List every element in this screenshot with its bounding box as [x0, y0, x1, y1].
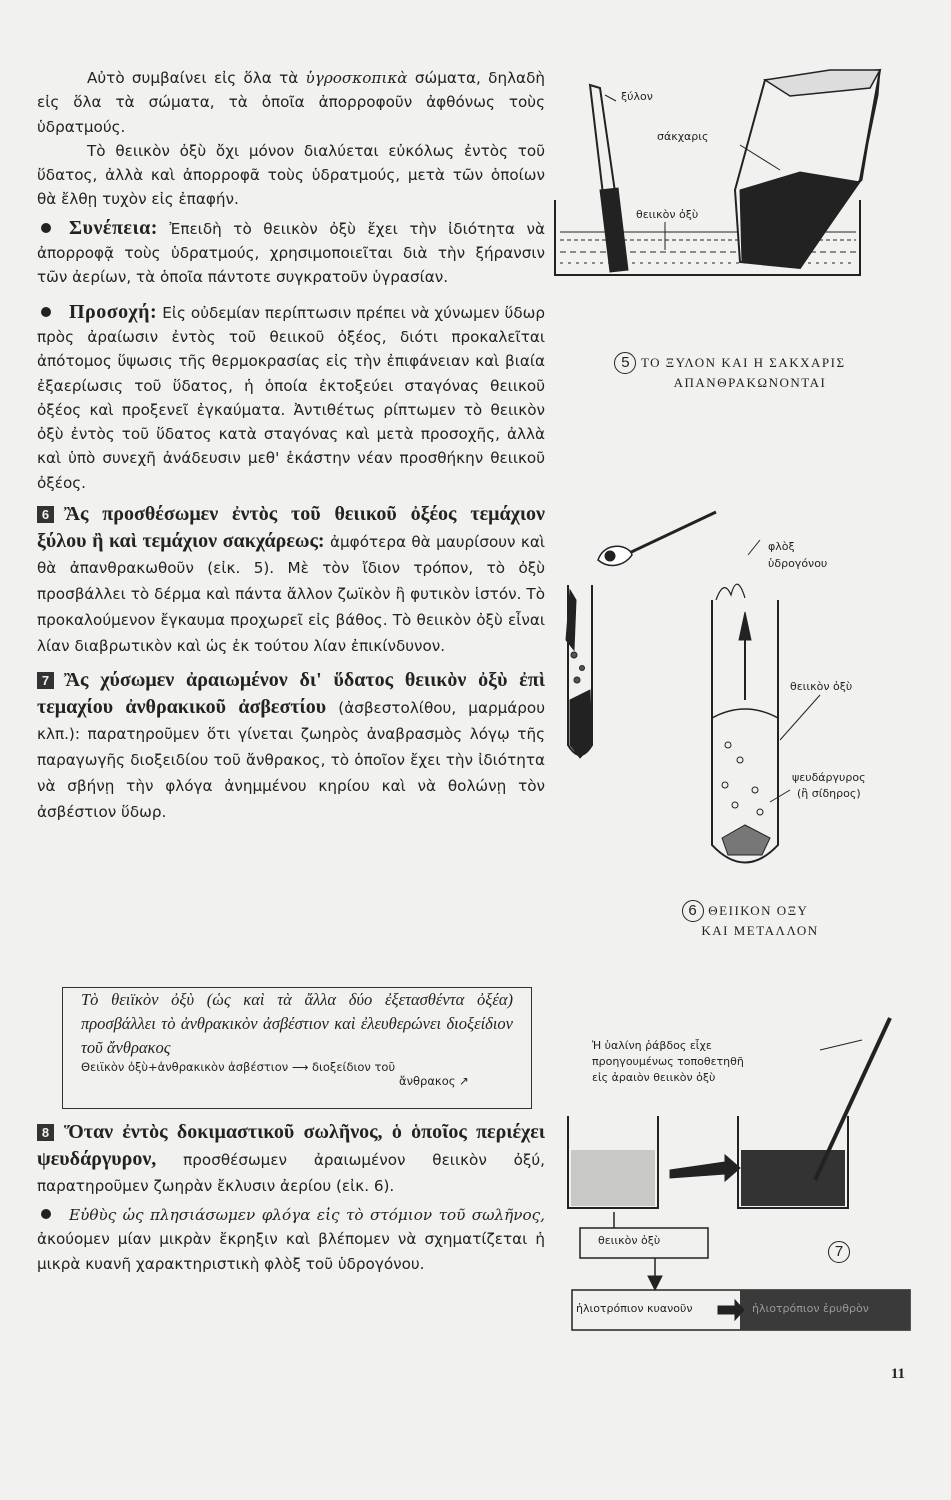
page-number: 11	[890, 1366, 905, 1382]
paragraph-absorbs: Τὸ θειικὸν ὀξὺ ὄχι μόνον διαλύεται εὐκόλως ἐντὸς τοῦ ὕδατος, ἀλλὰ καὶ ἀπορροφᾶ τοὺς ὑδρατμούς, μετὰ τῶν ὁποίων θὰ ἔλθῃ τυχὸν εἰς ἐπαφήν.	[37, 141, 545, 209]
fig5-label-sugar: σάκχαρις	[657, 130, 709, 143]
fig6-label-zinc: ψευδάργυρος (ἢ σίδηρος)	[792, 771, 866, 800]
fig7-label-red: ἡλιοτρόπιον ἐρυθρὸν	[752, 1302, 869, 1315]
fig6-tube-right	[712, 540, 820, 863]
fig6-number: 6	[682, 900, 704, 922]
fig6-label-flame: φλὸξ ὑδρογόνου	[768, 540, 828, 570]
fig5-sugar	[735, 70, 880, 268]
equation: Θειϊκὸν ὀξὺ+ἀνθρακικὸν ἀσβέστιον ⟶ διοξείδιον τοῦ	[81, 1060, 396, 1074]
fig7-label-litmus: ἡλιοτρόπιον κυανοῦν	[576, 1302, 693, 1315]
fig7-label-rod: Ἡ ὑαλίνη ῥάβδος εἶχε προηγουμένως τοποθετηθῆ εἰς ἀραιὸν θειικὸν ὀξὺ	[592, 1039, 744, 1084]
fig7-label-acid: θειικὸν ὀξὺ	[598, 1234, 661, 1247]
pointer	[605, 95, 616, 101]
fig5-wood	[590, 85, 628, 272]
paragraph-consequence: Συνέπεια: Ἐπειδὴ τὸ θειικὸν ὀξὺ ἔχει τὴν ἰδιότητα νὰ ἀπορροφᾷ τοὺς ὑδρατμούς, χρησιμοποιεῖται διὰ τὴν ξήρανσιν τῶν ἀερίων, τὰ ὁποῖα πάντοτε συγκρατοῦν ὑγρασίαν.	[37, 216, 546, 287]
fig7-number: 7	[828, 1241, 850, 1263]
fig5-label-acid: θειικὸν ὀξὺ	[636, 208, 699, 221]
fig5-label-wood: ξύλον	[621, 90, 653, 103]
fig6-caption: 6 ΘΕΙΙΚΟΝ ΟΞΥ ΚΑΙ ΜΕΤΑΛΛΟΝ	[620, 900, 870, 939]
section-number: 6	[37, 506, 54, 523]
section-6: 6 Ἂς προσθέσωμεν ἐντὸς τοῦ θειικοῦ ὀξέος τεμάχιον ξύλου ἢ καὶ τεμάχιον σακχάρεως: ἀμφότερα θὰ μαυρίσουν καὶ θὰ ἀπανθρακωθοῦν (εἰκ. 5). Μὲ τὸν ἴδιον τρόπον, τὸ ὀξὺ προσβάλλει τὸ δέρμα καὶ πάντα ἄλλον ζωϊκὸν ἢ φυτικὸν ἱστόν. Τὸ προκαλούμενον ἔγκαυμα προχωρεῖ εἰς βάθος. Τὸ θειικὸν ὀξὺ εἶναι λίαν διαβρωτικὸν καὶ ὡς ἐκ τούτου λίαν ἐπικίνδυνον.	[37, 503, 546, 656]
section-number: 7	[37, 672, 54, 689]
fig6-label-acid: θειικὸν ὀξὺ	[790, 680, 853, 693]
fig5-caption: 5 ΤΟ ΞΥΛΟΝ ΚΑΙ Η ΣΑΚΧΑΡΙΣ ΑΠΑΝΘΡΑΚΩΝΟΝΤΑΙ	[560, 352, 900, 391]
section-8: 8 Ὅταν ἐντὸς δοκιμαστικοῦ σωλῆνος, ὁ ὁποῖος περιέχει ψευδάργυρον, προσθέσωμεν ἀραιωμένον θειικὸν ὀξύ, παρατηροῦμεν ζωηρὰν ἔκλυσιν ἀερίου (εἰκ. 6).	[37, 1121, 545, 1195]
paragraph-flame: Εὐθὺς ὡς πλησιάσωμεν φλόγα εἰς τὸ στόμιον τοῦ σωλῆνος, ἀκούομεν μίαν μικρὰν ἔκρηξιν καὶ βλέπομεν νὰ σχηματίζεται ἡ μικρὰ κυανῆ χαρακτηριστικὴ φλὸξ τοῦ ὑδρογόνου.	[37, 1206, 545, 1273]
equation-line2: ἄνθρακος ↗	[399, 1074, 469, 1088]
fig6-tube-left	[566, 585, 592, 758]
fig5-number: 5	[614, 352, 636, 374]
paragraph-hygroscopic: Αὐτὸ συμβαίνει εἰς ὅλα τὰ ὑγροσκοπικὰ σώματα, δηλαδὴ εἰς ὅλα τὰ σώματα, τὰ ὁποῖα ἀπορροφοῦν ἀφθόνως τοὺς ὑδρατμούς.	[37, 69, 545, 136]
section-number: 8	[37, 1124, 54, 1141]
paragraph-caution: Προσοχή: Εἰς οὐδεμίαν περίπτωσιν πρέπει νὰ χύνωμεν ὕδωρ πρὸς ἀραίωσιν ἐντὸς τοῦ θειικοῦ ὀξέος, διότι προκαλεῖται ἀπότομος ὕψωσις τῆς θερμοκρασίας εἰς τὴν ἐπιφάνειαν καὶ βιαία ἐξαερίωσις τοῦ ὕδατος, ἡ ὁποία ἐκτοξεύει σταγόνας θειικοῦ ὀξέος καὶ προξενεῖ ἐγκαύματα. Ἀντιθέτως ρίπτωμεν τὸ θειικὸν ὀξὺ ἐντὸς τοῦ ὕδατος κατὰ σταγόνας καὶ μετὰ προσοχῆς, ἀλλὰ καὶ ὑπὸ συνεχῆ ἀνάδευσιν μεθ' ἑκάστην νέαν προσθήκην θειικοῦ ὀξέος.	[37, 300, 546, 492]
section-7: 7 Ἂς χύσωμεν ἀραιωμένον δι' ὕδατος θειικὸν ὀξὺ ἐπὶ τεμαχίου ἀνθρακικοῦ ἀσβεστίου (ἀσβεστολίθου, μαρμάρου κλπ.): παρατηροῦμεν ὅτι γίνεται ζωηρὸς ἀναβρασμὸς λόγῳ τῆς παραγωγῆς διοξειδίου τοῦ ἄνθρακος, τὸ ὁποῖον ἔχει τὴν ἰδιότητα νὰ σβήνῃ τὴν φλόγα ἀνημμένου κηρίου καὶ νὰ θολώνῃ τὸν ἀσβέστιον ὕδωρ.	[37, 669, 546, 822]
note-italic: Τὸ θειϊκὸν ὀξὺ (ὡς καὶ τὰ ἄλλα δύο ἐξετασθέντα ὀξέα) προσβάλλει τὸ ἀνθρακικὸν ἀσβέστιον καὶ ἐλευθερώνει διοξείδιον τοῦ ἄνθρακος	[81, 990, 513, 1057]
fig6-match	[598, 512, 716, 565]
